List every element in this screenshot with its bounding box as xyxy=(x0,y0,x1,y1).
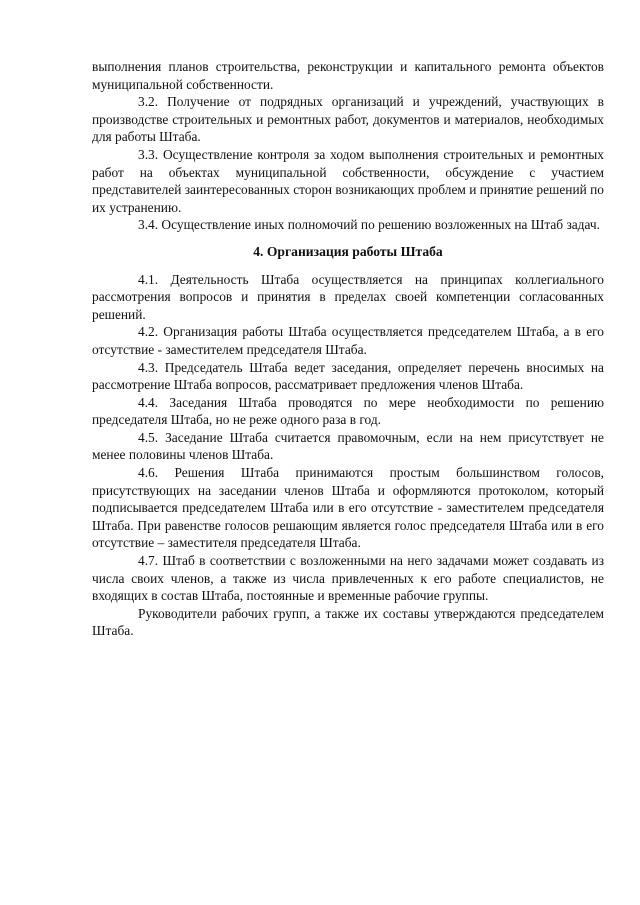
section-heading: 4. Организация работы Штаба xyxy=(253,243,443,259)
paragraph-continuation: выполнения планов строительства, реконструкции и капитального ремонта объектов муниципальной собственности. xyxy=(92,59,604,92)
document-page xyxy=(92,58,604,640)
paragraph-4-2: 4.2. Организация работы Штаба осуществляется председателем Штаба, а в его отсутствие - заместителем председателя Штаба. xyxy=(92,324,604,357)
paragraph-4-7: 4.7. Штаб в соответствии с возложенными на него задачами может создавать из числа своих членов, а также из числа привлеченных к его работе специалистов, не входящих в состав Штаба, постоянные и временные рабочие группы. xyxy=(92,553,604,604)
paragraph-4-1: 4.1. Деятельность Штаба осуществляется на принципах коллегиального рассмотрения вопросов и принятия в пределах своей компетенции согласованных решений. xyxy=(92,271,604,322)
paragraph-4-6: 4.6. Решения Штаба принимаются простым большинством голосов, присутствующих на заседании членов Штаба и оформляются протоколом, который подписывается председателем Штаба или в его отсутствие - заместителем председателя Штаба. При равенстве голосов решающим является голос председателя Штаба или в его отсутствие – заместителя председателя Штаба. xyxy=(92,465,604,551)
paragraph-4-4: 4.4. Заседания Штаба проводятся по мере необходимости по решению председателя Штаба, но не реже одного раза в год. xyxy=(92,394,604,428)
paragraph-working-groups: Руководители рабочих групп, а также их составы утверждаются председателем Штаба. xyxy=(92,605,604,639)
paragraph-3-4: 3.4. Осуществление иных полномочий по решению возложенных на Штаб задач. xyxy=(138,217,600,233)
paragraph-4-3: 4.3. Председатель Штаба ведет заседания, определяет перечень вносимых на рассмотрение Штаба вопросов, рассматривает предложения членов Штаба. xyxy=(92,359,604,393)
paragraph-3-3: 3.3. Осуществление контроля за ходом выполнения строительных и ремонтных работ на объектах муниципальной собственности, обсуждение с участием представителей заинтересованных сторон возникающих проблем и принятие решений по их устранению. xyxy=(92,146,604,215)
paragraph-4-5: 4.5. Заседание Штаба считается правомочным, если на нем присутствует не менее половины членов Штаба. xyxy=(92,429,604,463)
paragraph-3-2: 3.2. Получение от подрядных организаций и учреждений, участвующих в производстве строительных и ремонтных работ, документов и материалов, необходимых для работы Штаба. xyxy=(92,94,604,145)
